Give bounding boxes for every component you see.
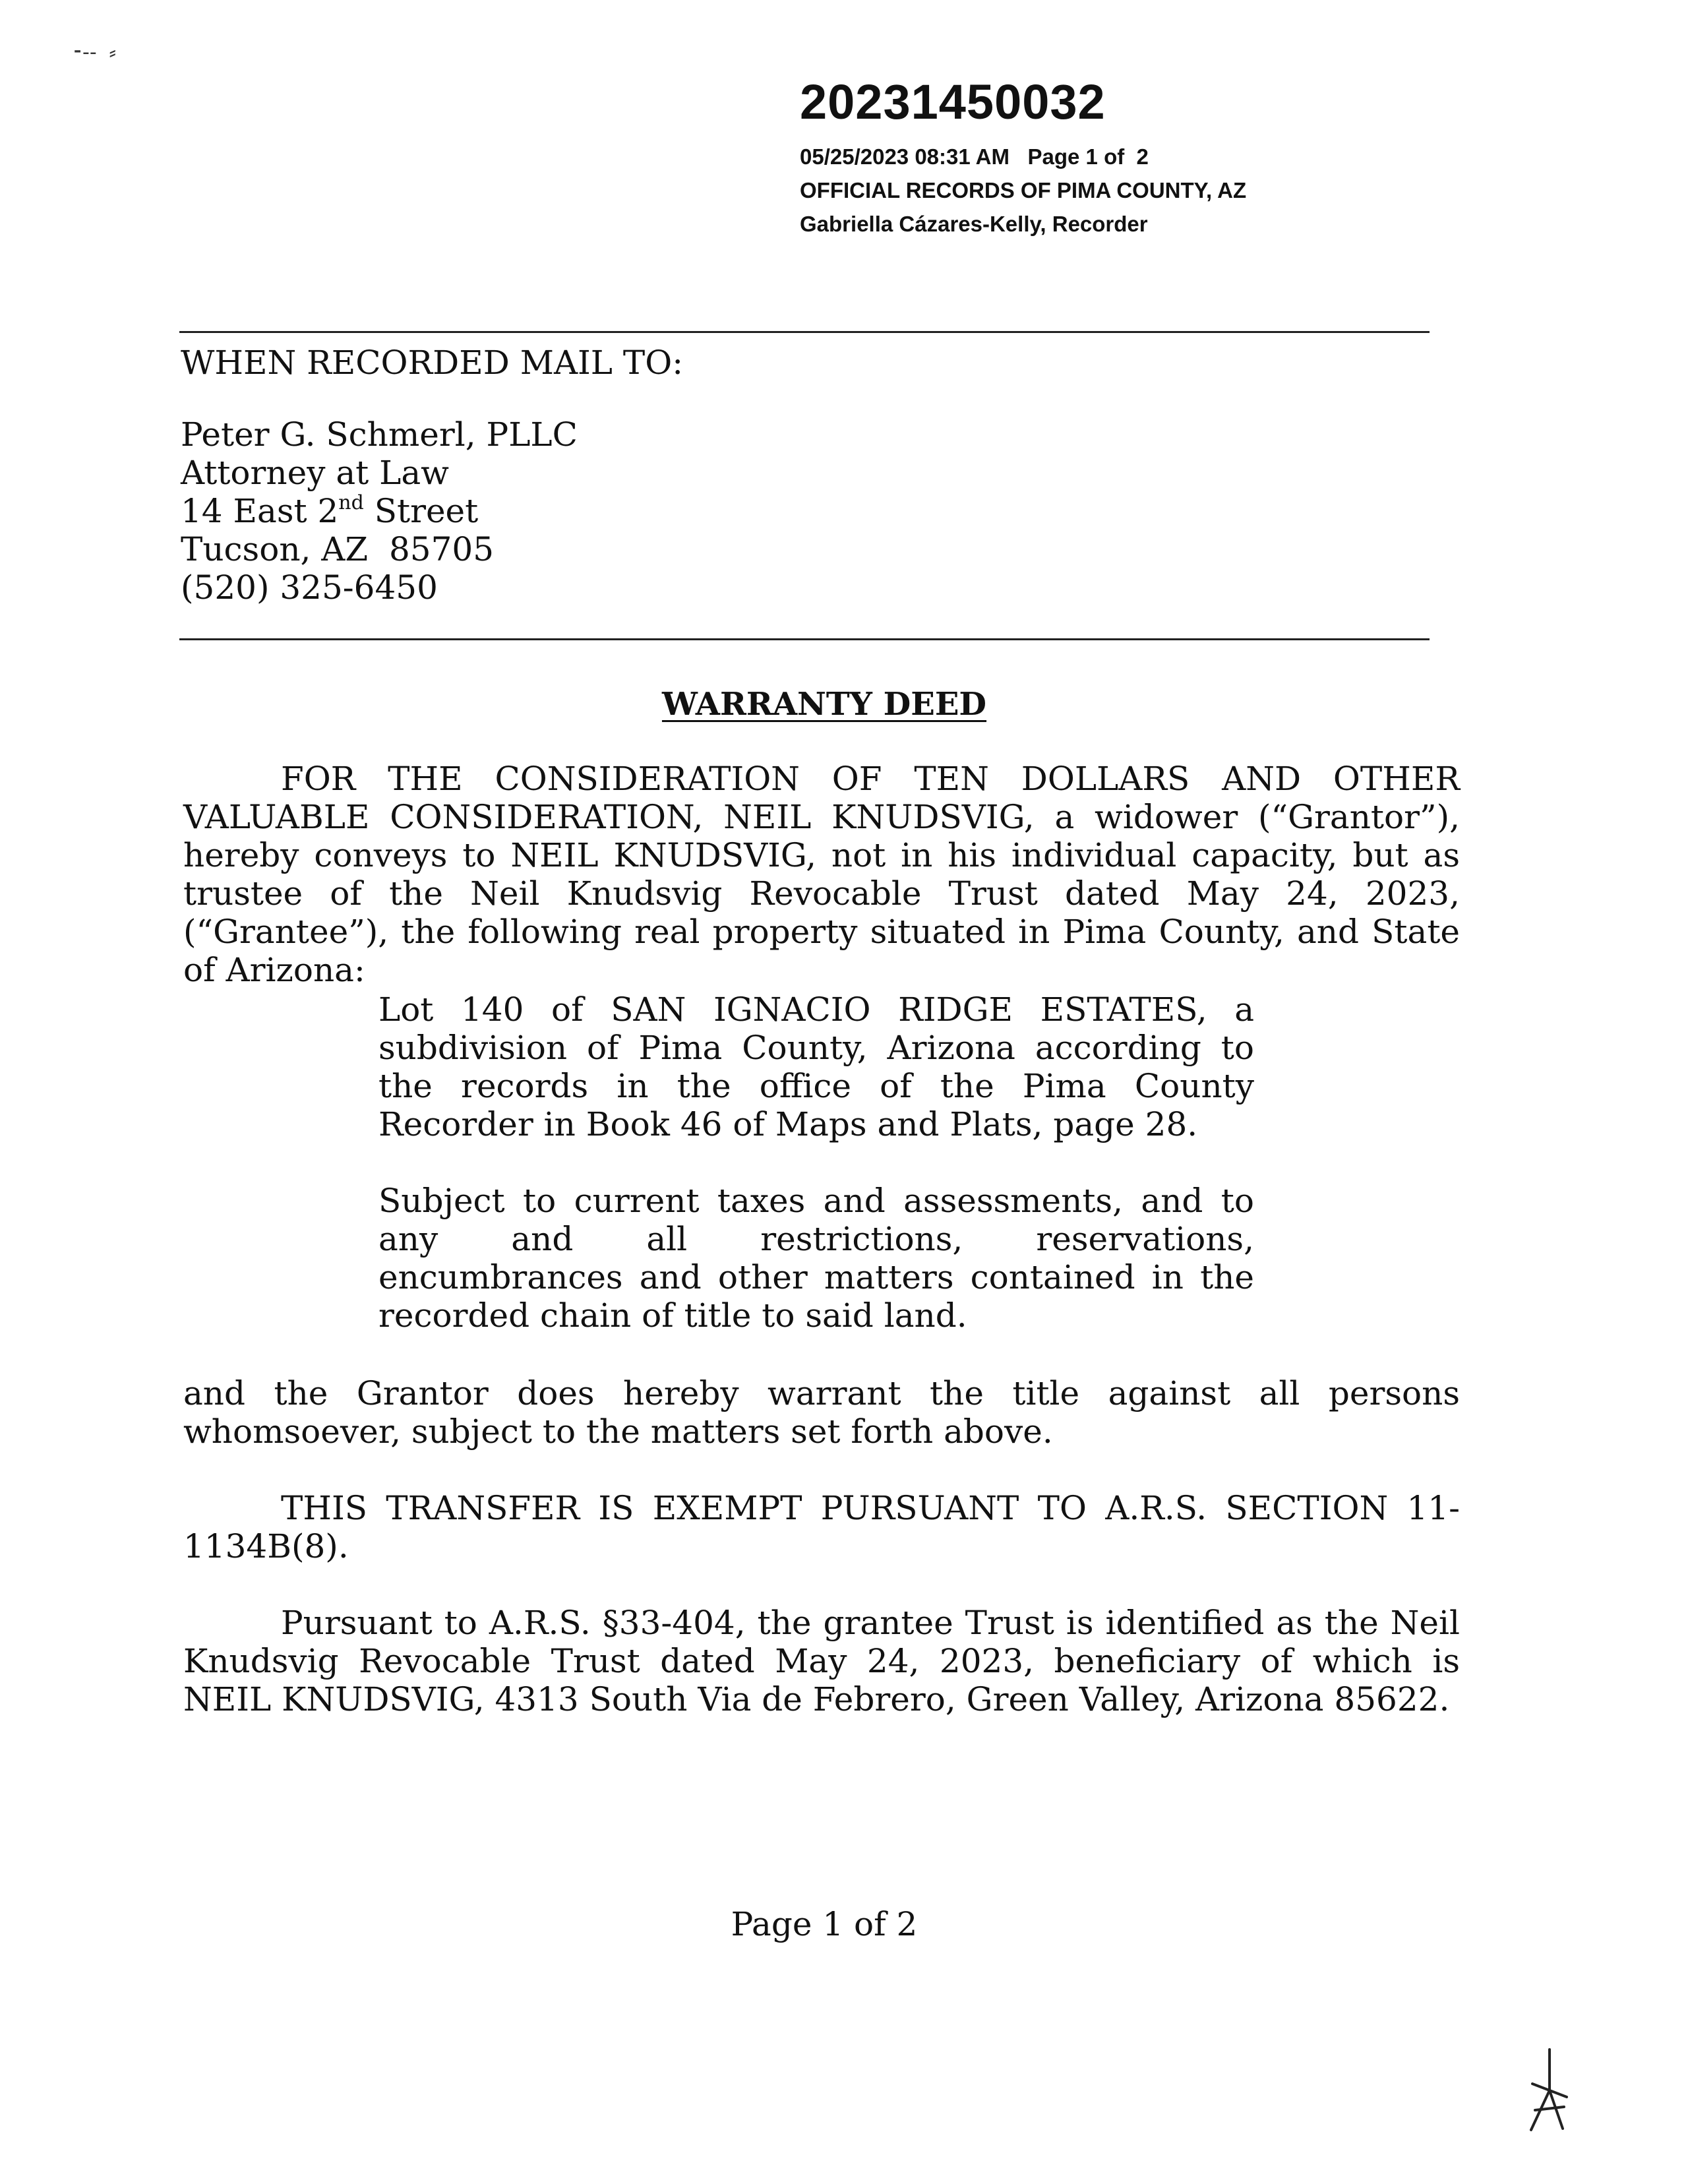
address-phone: (520) 325-6450 <box>181 568 438 607</box>
recording-stamp <box>800 73 1246 241</box>
mail-to-address <box>181 415 578 607</box>
recording-datetime: 05/25/2023 08:31 AM Page 1 of 2 <box>800 144 1149 169</box>
exemption-paragraph: THIS TRANSFER IS EXEMPT PURSUANT TO A.R.S. SECTION 11-1134B(8). <box>183 1489 1460 1565</box>
address-street <box>181 492 578 530</box>
street-ordinal: nd <box>338 491 364 514</box>
page-number: Page 1 of 2 <box>731 1905 918 1943</box>
address-title: Attorney at Law <box>181 454 449 492</box>
divider-top <box>179 331 1430 333</box>
consideration-paragraph: FOR THE CONSIDERATION OF TEN DOLLARS AND OTHER VALUABLE CONSIDERATION, NEIL KNUDSVIG, a widower (“Grantor”), hereby conveys to NEIL KNUDSVIG, not in his individual capacity, but as trustee of the Neil Knudsvig Revocable Trust dated May 24, 2023, (“Grantee”), the following real property situated in Pima County, and State of Arizona: <box>183 760 1460 989</box>
scan-artifact-icon: ⁃‐‐ ⸗ <box>73 41 116 64</box>
trust-paragraph: Pursuant to A.R.S. §33-404, the grantee Trust is identified as the Neil Knudsvig Revocable Trust dated May 24, 2023, beneficiary of which is NEIL KNUDSVIG, 4313 South Via de Febrero, Green Valley, Arizona 85622. <box>183 1604 1460 1718</box>
address-city-state-zip: Tucson, AZ 85705 <box>181 530 494 568</box>
document-title: WARRANTY DEED <box>661 686 987 723</box>
legal-description: Lot 140 of SAN IGNACIO RIDGE ESTATES, a subdivision of Pima County, Arizona according to the records in the office of the Pima County Recorder in Book 46 of Maps and Plats, page 28. <box>378 990 1254 1143</box>
mail-to-header: WHEN RECORDED MAIL TO: <box>181 344 684 382</box>
address-name: Peter G. Schmerl, PLLC <box>181 415 578 454</box>
recorder-name: Gabriella Cázares-Kelly, Recorder <box>800 212 1148 236</box>
handwritten-initials-icon <box>1523 2044 1576 2143</box>
document-number: 20231450032 <box>800 75 1106 129</box>
divider-bottom <box>179 638 1430 640</box>
warranty-paragraph: and the Grantor does hereby warrant the title against all persons whomsoever, subject to the matters set forth above. <box>183 1374 1460 1451</box>
recording-office: OFFICIAL RECORDS OF PIMA COUNTY, AZ <box>800 178 1247 202</box>
street-name: Street <box>363 492 479 530</box>
street-number: 14 East 2 <box>181 492 339 530</box>
subject-to-clause: Subject to current taxes and assessments, and to any and all restrictions, reservations, encumbrances and other matters contained in the recorded chain of title to said land. <box>378 1182 1254 1335</box>
